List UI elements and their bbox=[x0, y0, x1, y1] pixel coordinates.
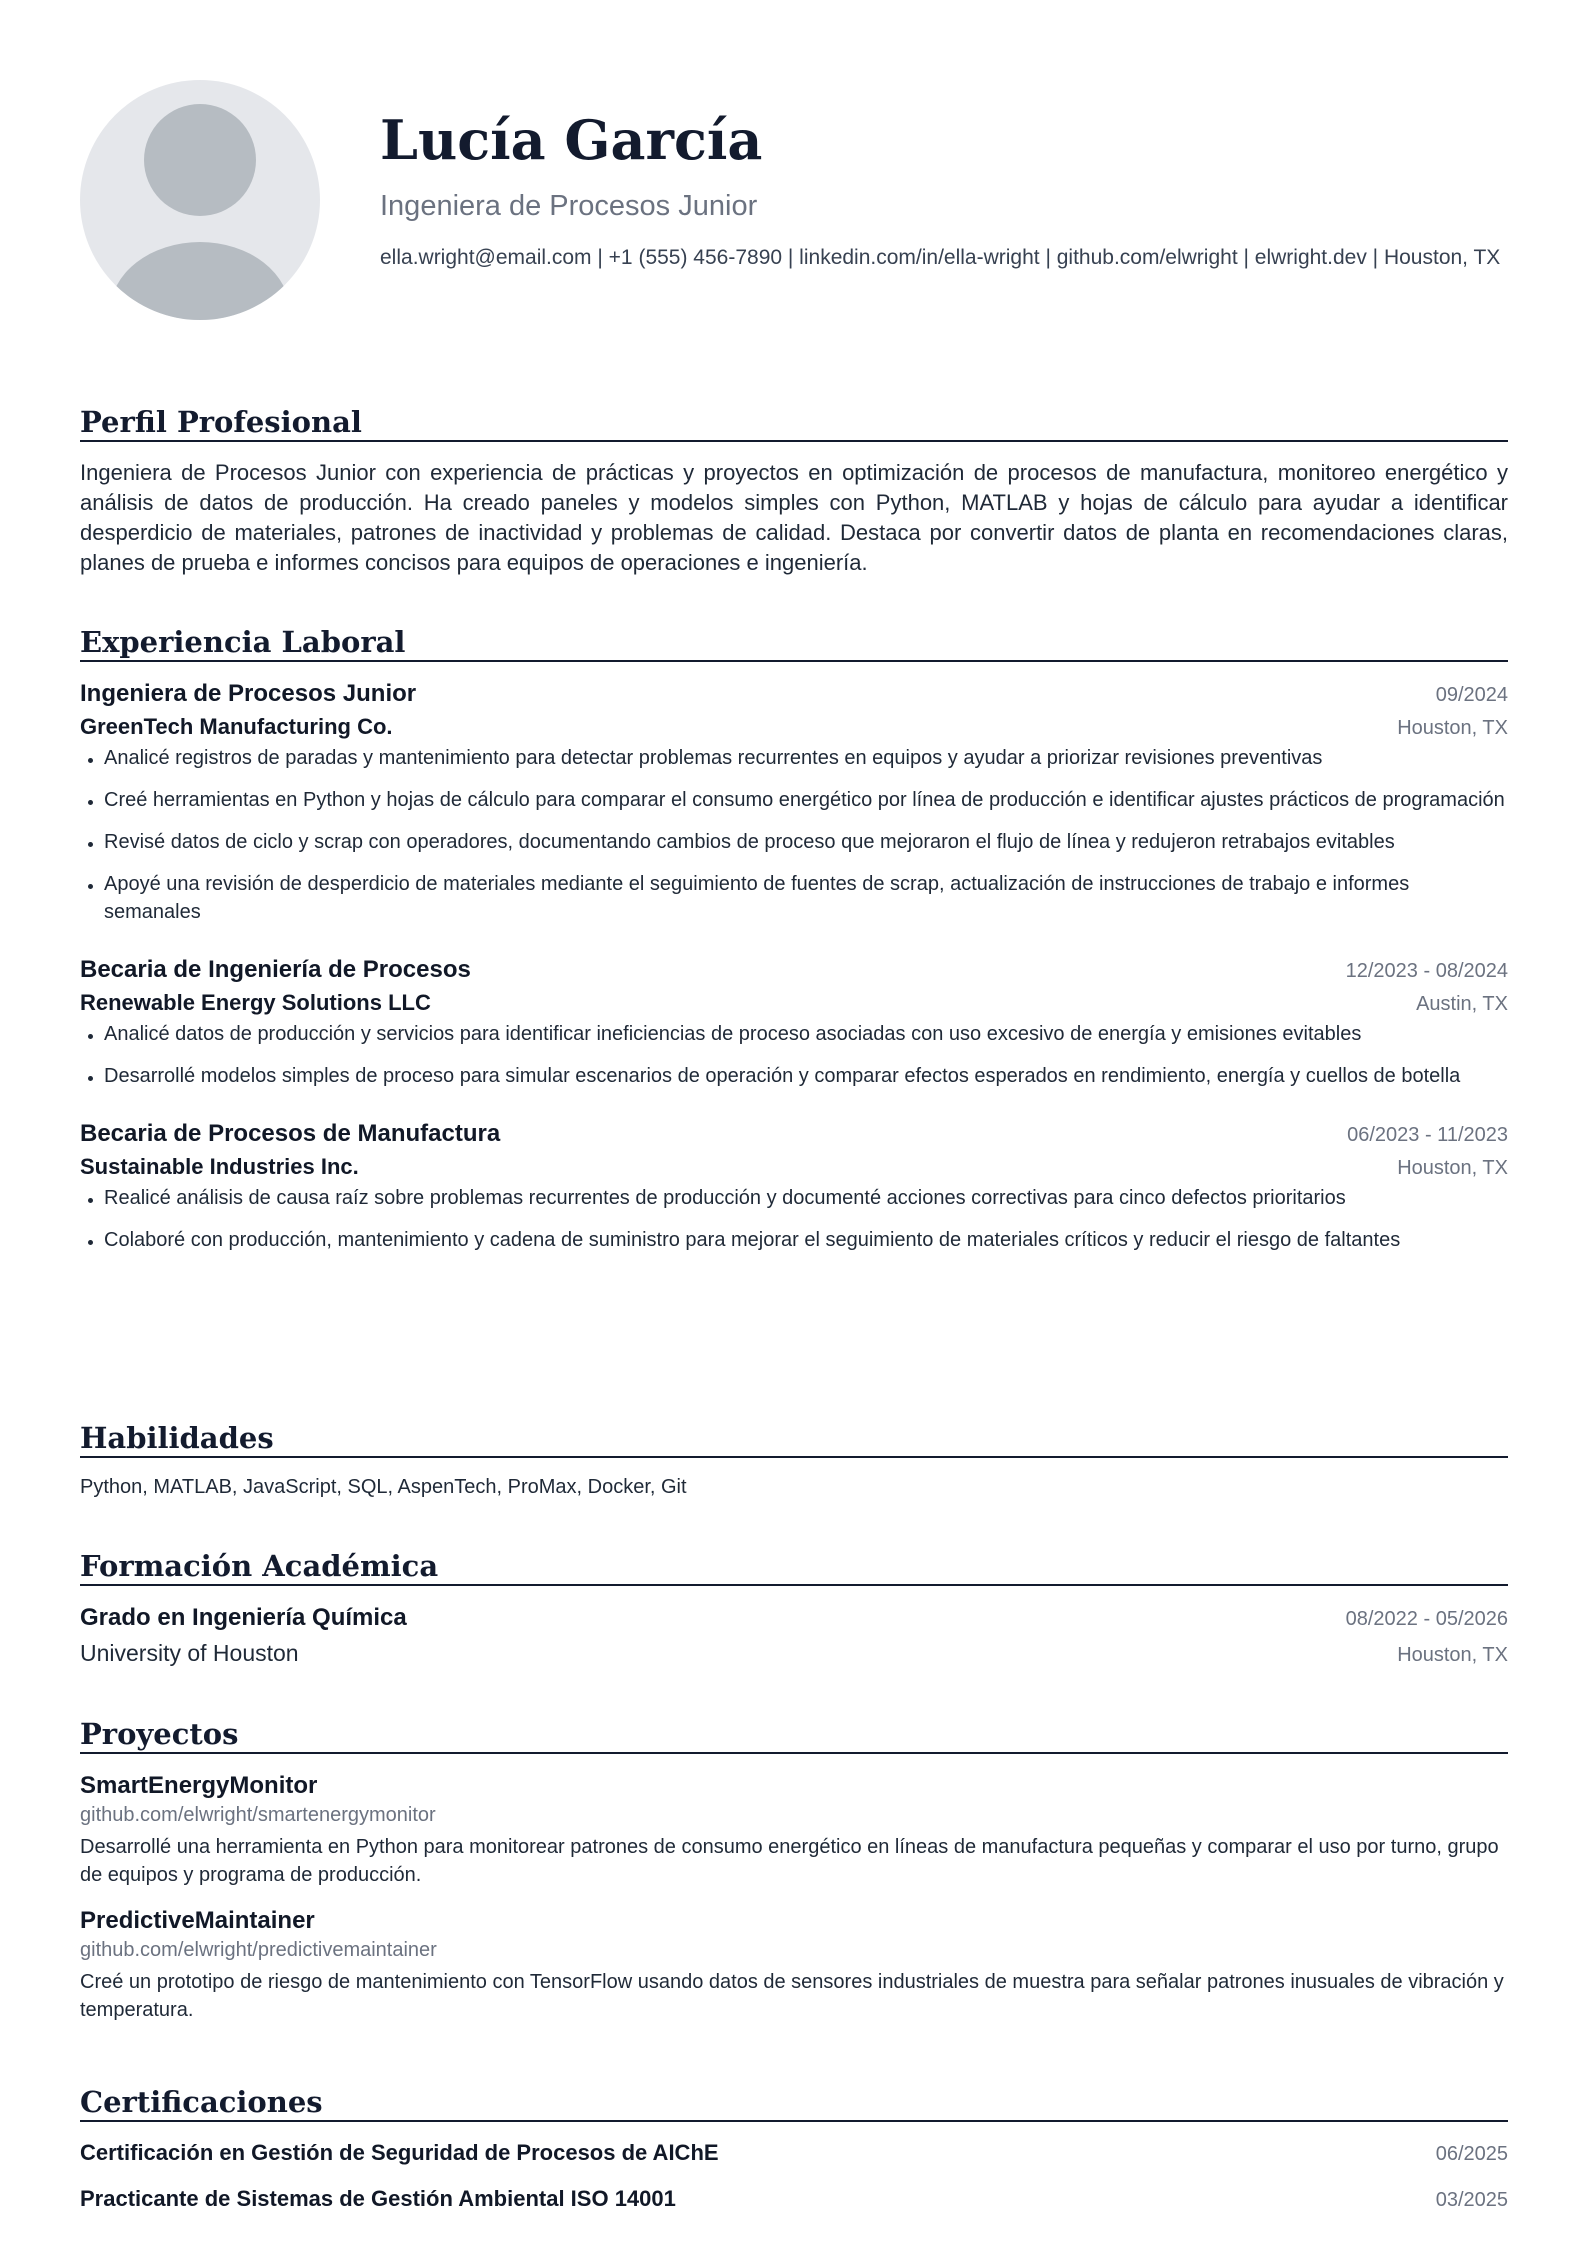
job-location: Houston, TX bbox=[1397, 1157, 1508, 1179]
project-description: Creé un prototipo de riesgo de mantenimiento con TensorFlow usando datos de sensores industriales de muestra para señalar patrones inusuales de vibración y temperatura. bbox=[80, 1971, 1504, 2021]
job-bullets bbox=[80, 744, 1508, 926]
job-entry bbox=[80, 956, 1508, 1090]
job-bullets bbox=[80, 1020, 1508, 1090]
person-placeholder-body bbox=[110, 242, 290, 320]
projects-section bbox=[80, 1714, 1508, 2024]
certifications-section bbox=[80, 2082, 1508, 2212]
list-item: Analicé datos de producción y servicios para identificar ineficiencias de proceso asociadas con uso excesivo de energía y emisiones evitables bbox=[80, 1020, 1508, 1048]
person-placeholder-icon bbox=[144, 104, 256, 216]
list-item: Realicé análisis de causa raíz sobre problemas recurrentes de producción y documenté acciones correctivas para cinco defectos prioritarios bbox=[80, 1184, 1508, 1212]
education-section bbox=[80, 1546, 1508, 1667]
certification-entry bbox=[80, 2140, 1508, 2166]
job-title: Becaria de Ingeniería de Procesos bbox=[80, 956, 471, 983]
profile-section bbox=[80, 402, 1508, 578]
candidate-name: Lucía García bbox=[380, 108, 763, 172]
project-entry bbox=[80, 1907, 1508, 2024]
list-item: Analicé registros de paradas y mantenimiento para detectar problemas recurrentes en equipos y ayudar a priorizar revisiones preventivas bbox=[80, 744, 1508, 772]
job-company: Renewable Energy Solutions LLC bbox=[80, 990, 431, 1015]
project-description: Desarrollé una herramienta en Python para monitorear patrones de consumo energético en líneas de manufactura pequeñas y comparar el uso por turno, grupo de equipos y programa de producción. bbox=[80, 1836, 1499, 1886]
contact-line: ella.wright@email.com | +1 (555) 456-7890 | linkedin.com/in/ella-wright | github.com/elwright | elwright.dev | Houston, TX bbox=[380, 246, 1501, 269]
list-item: Colaboré con producción, mantenimiento y cadena de suministro para mejorar el seguimiento de materiales críticos y reducir el riesgo de faltantes bbox=[80, 1226, 1508, 1254]
resume-header bbox=[80, 0, 1508, 400]
job-date: 09/2024 bbox=[1435, 684, 1508, 706]
education-date: 08/2022 - 05/2026 bbox=[1345, 1608, 1508, 1630]
project-entry bbox=[80, 1772, 1508, 1889]
job-title: Ingeniera de Procesos Junior bbox=[80, 680, 417, 707]
skills-text: Python, MATLAB, JavaScript, SQL, AspenTech, ProMax, Docker, Git bbox=[80, 1476, 687, 1498]
list-item: Revisé datos de ciclo y scrap con operadores, documentando cambios de proceso que mejoraron el flujo de línea y redujeron retrabajos evitables bbox=[80, 828, 1508, 856]
resume-page bbox=[80, 0, 1508, 2211]
project-link[interactable]: github.com/elwright/smartenergymonitor bbox=[80, 1804, 436, 1826]
list-item: Desarrollé modelos simples de proceso para simular escenarios de operación y comparar efectos esperados en rendimiento, energía y cuellos de botella bbox=[80, 1062, 1508, 1090]
job-date: 06/2023 - 11/2023 bbox=[1347, 1124, 1508, 1146]
section-title: Habilidades bbox=[80, 1418, 1508, 1458]
section-title: Formación Académica bbox=[80, 1546, 1508, 1586]
skills-section bbox=[80, 1418, 1508, 1502]
section-title: Certificaciones bbox=[80, 2082, 1508, 2122]
job-location: Houston, TX bbox=[1397, 717, 1508, 739]
experience-section bbox=[80, 622, 1508, 1268]
education-location: Houston, TX bbox=[1397, 1644, 1508, 1666]
project-name: SmartEnergyMonitor bbox=[80, 1772, 318, 1799]
section-title: Proyectos bbox=[80, 1714, 1508, 1754]
avatar bbox=[80, 80, 320, 320]
job-title: Becaria de Procesos de Manufactura bbox=[80, 1120, 501, 1147]
profile-text: Ingeniera de Procesos Junior con experiencia de prácticas y proyectos en optimización de procesos de manufactura, monitoreo energético y análisis de datos de producción. Ha creado paneles y modelos simples con Python, MATLAB y hojas de cálculo para ayudar a identificar desperdicio de materiales, patrones de inactividad y problemas de calidad. Destaca por convertir datos de planta en recomendaciones claras, planes de prueba e informes concisos para equipos de operaciones e ingeniería. bbox=[80, 460, 1508, 575]
job-location: Austin, TX bbox=[1416, 993, 1508, 1015]
certification-name: Certificación en Gestión de Seguridad de Procesos de AIChE bbox=[80, 2140, 719, 2165]
section-title: Perfil Profesional bbox=[80, 402, 1508, 442]
job-entry bbox=[80, 1120, 1508, 1254]
job-date: 12/2023 - 08/2024 bbox=[1345, 960, 1508, 982]
degree-title: Grado en Ingeniería Química bbox=[80, 1604, 407, 1631]
certification-name: Practicante de Sistemas de Gestión Ambiental ISO 14001 bbox=[80, 2186, 676, 2211]
list-item: Apoyé una revisión de desperdicio de materiales mediante el seguimiento de fuentes de scrap, actualización de instrucciones de trabajo e informes semanales bbox=[80, 870, 1508, 926]
candidate-role: Ingeniera de Procesos Junior bbox=[380, 190, 758, 222]
job-company: Sustainable Industries Inc. bbox=[80, 1154, 359, 1179]
school-name: University of Houston bbox=[80, 1640, 299, 1666]
job-bullets bbox=[80, 1184, 1508, 1254]
job-company: GreenTech Manufacturing Co. bbox=[80, 714, 393, 739]
certification-date: 03/2025 bbox=[1435, 2189, 1508, 2211]
project-name: PredictiveMaintainer bbox=[80, 1907, 315, 1934]
certification-date: 06/2025 bbox=[1435, 2143, 1508, 2165]
job-entry bbox=[80, 680, 1508, 926]
certification-entry bbox=[80, 2186, 1508, 2212]
list-item: Creé herramientas en Python y hojas de cálculo para comparar el consumo energético por línea de producción e identificar ajustes prácticos de programación bbox=[80, 786, 1508, 814]
project-link[interactable]: github.com/elwright/predictivemaintainer bbox=[80, 1939, 437, 1961]
section-title: Experiencia Laboral bbox=[80, 622, 1508, 662]
